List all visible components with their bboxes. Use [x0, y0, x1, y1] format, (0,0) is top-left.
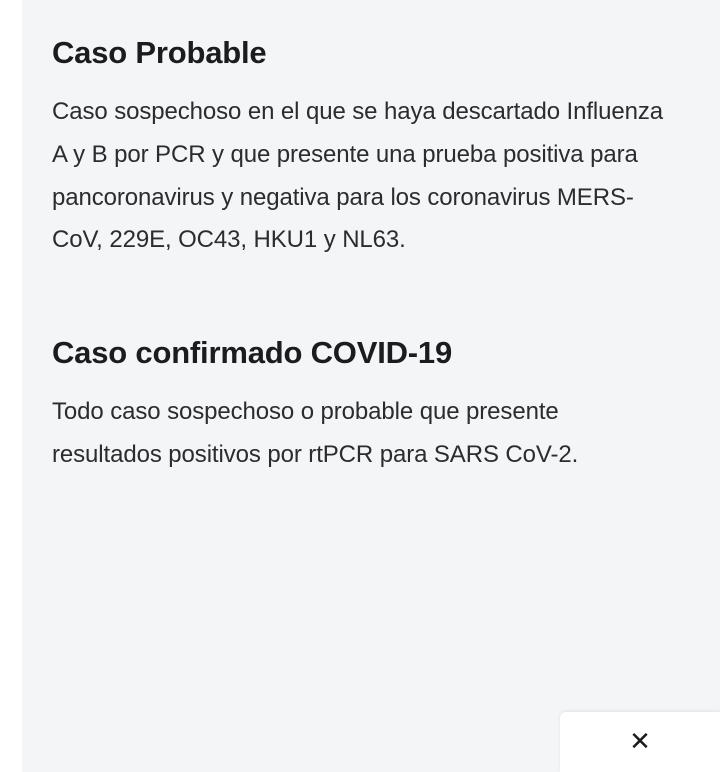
page-title: Caso Probable: [52, 35, 267, 70]
section-caso-probable: [52, 34, 668, 262]
left-gutter: [0, 0, 22, 772]
section-caso-confirmado: [52, 334, 668, 477]
section-body-text: Todo caso sospechoso o probable que presente resultados positivos por rtPCR para SARS CoV-2.: [52, 398, 579, 468]
close-icon[interactable]: ✕: [629, 727, 651, 757]
close-button[interactable]: [560, 712, 720, 772]
section-body-text: Caso sospechoso en el que se haya descartado Influenza A y B por PCR y que presente una prueba positiva para pancoronavirus y negativa para los coronavirus MERS-CoV, 229E, OC43, HKU1 y NL63.: [52, 98, 664, 254]
document-content: [22, 0, 720, 772]
section-heading: Caso confirmado COVID-19: [52, 335, 453, 371]
